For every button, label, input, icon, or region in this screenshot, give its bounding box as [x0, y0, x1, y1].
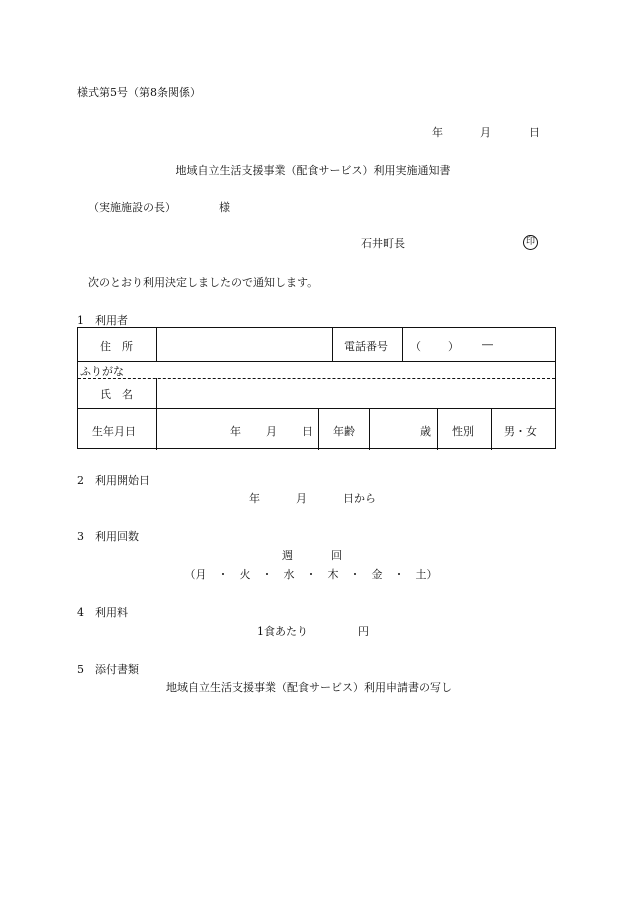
frequency-times-label: 回: [331, 549, 342, 562]
section2-heading: 2 利用開始日: [77, 474, 150, 487]
birth-day-label: 日: [302, 425, 313, 438]
section3-heading: 3 利用回数: [77, 530, 139, 543]
phone-paren-close: ）: [448, 340, 459, 353]
table-col-age-value: [369, 408, 370, 450]
addressee-label: （実施施設の長）: [88, 201, 176, 214]
start-day-label: 日から: [343, 492, 376, 505]
section1-heading: 1 利用者: [77, 314, 128, 327]
age-unit: 歳: [420, 425, 431, 438]
seal-mark: 印: [523, 235, 538, 250]
age-label: 年齢: [333, 425, 355, 438]
table-col-phone-label: [332, 328, 333, 361]
section5-heading: 5 添付書類: [77, 663, 139, 676]
table-col-gender-label: [437, 408, 438, 450]
date-month-label: 月: [480, 126, 491, 139]
frequency-week-label: 週: [282, 549, 293, 562]
start-year-label: 年: [249, 492, 260, 505]
gender-label: 性別: [452, 425, 474, 438]
date-day-label: 日: [529, 126, 540, 139]
table-col-label-1: [156, 328, 157, 361]
attachment-document: 地域自立生活支援事業（配食サービス）利用申請書の写し: [166, 681, 452, 694]
table-col-phone-value: [402, 328, 403, 361]
fee-yen-label: 円: [358, 625, 369, 638]
fee-per-meal-label: 1食あたり: [257, 625, 308, 638]
phone-paren-open: （: [410, 340, 421, 353]
intro-text: 次のとおり利用決定しましたので通知します。: [88, 276, 319, 289]
birth-year-label: 年: [230, 425, 241, 438]
applicant-table: [77, 327, 556, 449]
birth-month-label: 月: [266, 425, 277, 438]
birthdate-label: 生年月日: [92, 425, 136, 438]
table-rule-row1: [78, 361, 555, 362]
table-col-gender-value: [491, 408, 492, 450]
issuer-name: 石井町長: [361, 237, 405, 250]
phone-label: 電話番号: [344, 340, 388, 353]
date-year-label: 年: [432, 126, 443, 139]
table-col-label-2: [156, 378, 157, 450]
addressee-honorific: 様: [219, 201, 230, 214]
table-rule-furigana: [78, 378, 555, 379]
document-title: 地域自立生活支援事業（配食サービス）利用実施通知書: [175, 164, 451, 177]
table-col-age-label: [318, 408, 319, 450]
weekday-options: （月 ・ 火 ・ 水 ・ 木 ・ 金 ・ 土）: [184, 568, 438, 581]
table-rule-row3: [78, 408, 555, 409]
section4-heading: 4 利用料: [77, 606, 128, 619]
name-label: 氏 名: [100, 388, 133, 401]
address-label: 住 所: [100, 340, 133, 353]
furigana-label: ふりがな: [80, 365, 124, 378]
gender-value: 男・女: [504, 425, 537, 438]
phone-dash: ―: [482, 338, 493, 351]
start-month-label: 月: [296, 492, 307, 505]
form-number: 様式第5号（第8条関係）: [77, 86, 201, 99]
